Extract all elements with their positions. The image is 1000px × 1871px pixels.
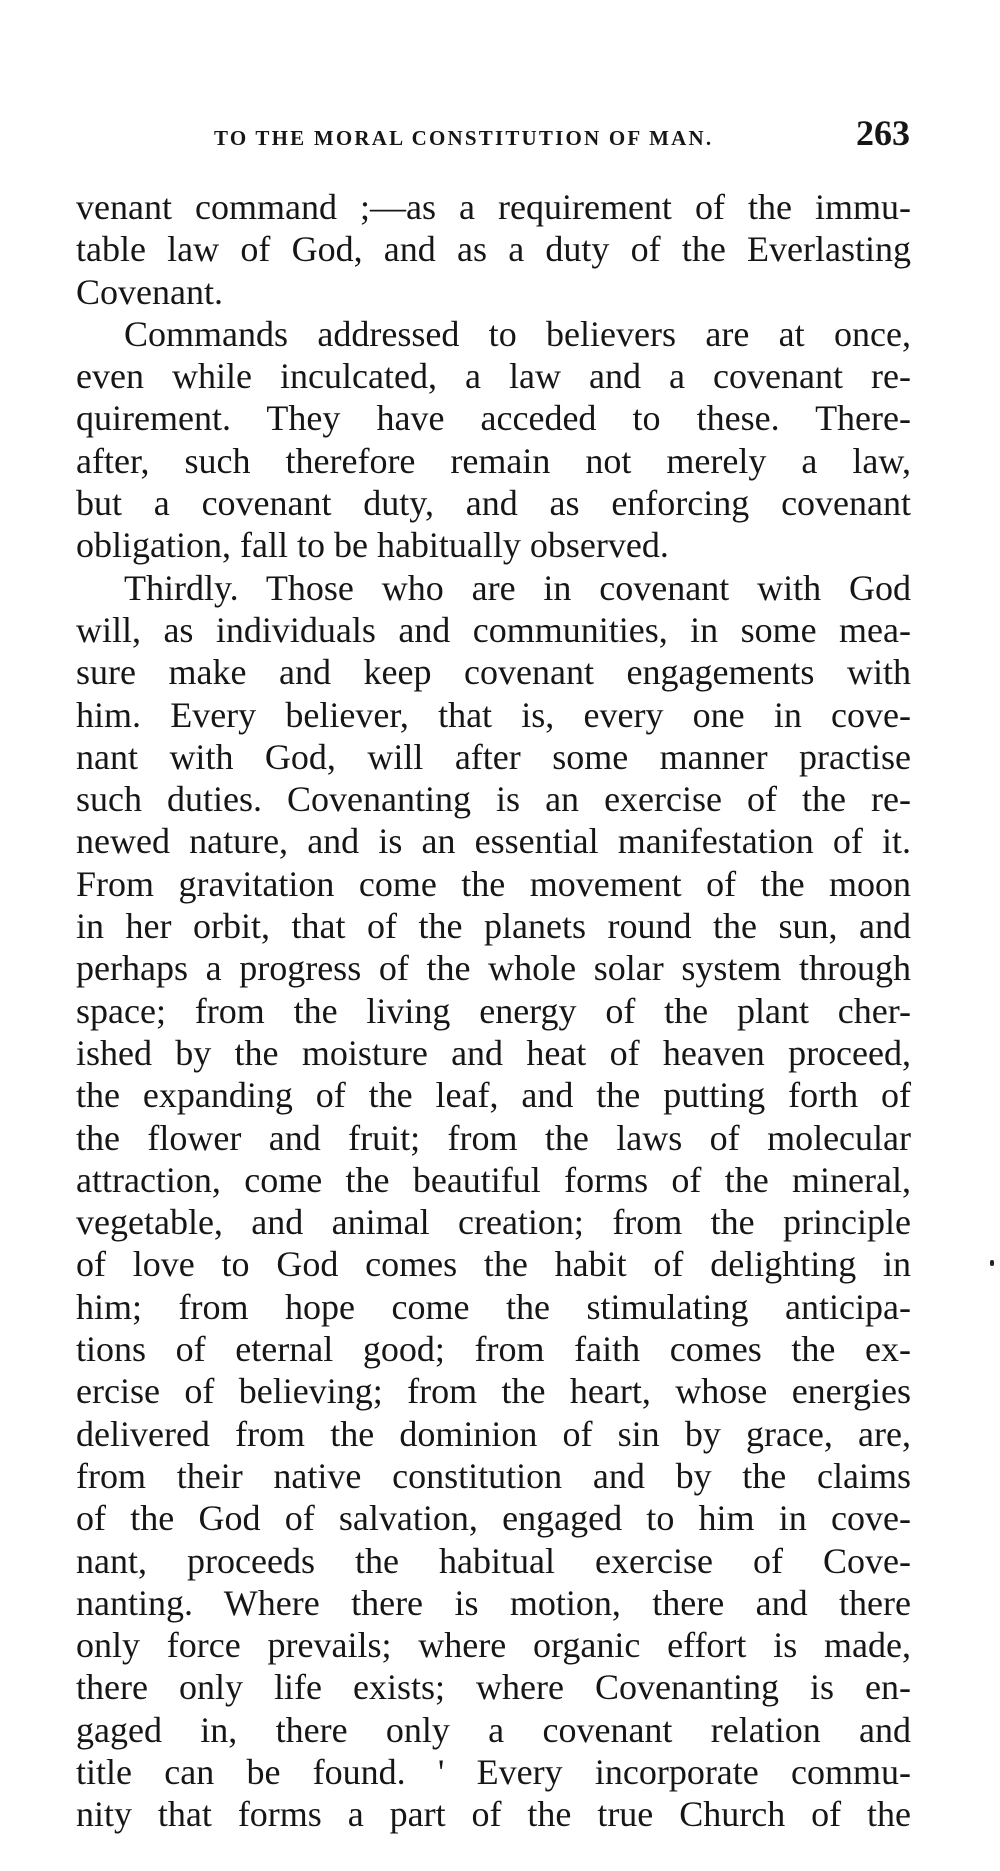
text-line: ercise of believing; from the heart, whose energies	[76, 1371, 911, 1412]
text-line: perhaps a progress of the whole solar system through	[76, 948, 911, 989]
text-line: tions of eternal good; from faith comes the ex-	[76, 1329, 911, 1370]
text-line: delivered from the dominion of sin by grace, are,	[76, 1413, 911, 1454]
text-line: after, such therefore remain not merely a law,	[76, 440, 911, 481]
text-line: sure make and keep covenant engagements with	[76, 652, 911, 693]
text-line: gaged in, there only a covenant relation and	[76, 1709, 911, 1750]
text-line: Covenant.	[76, 271, 223, 312]
text-line: him. Every believer, that is, every one in cove-	[76, 694, 911, 735]
text-line: ished by the moisture and heat of heaven proceed,	[76, 1032, 911, 1073]
text-line: newed nature, and is an essential manifestation of it.	[76, 821, 911, 862]
text-line: such duties. Covenanting is an exercise of the re-	[76, 779, 911, 820]
text-line: attraction, come the beautiful forms of the mineral,	[76, 1159, 911, 1200]
text-line: table law of God, and as a duty of the Everlasting	[76, 229, 911, 270]
text-line: nanting. Where there is motion, there and there	[76, 1582, 911, 1623]
text-line: vegetable, and animal creation; from the principle	[76, 1202, 911, 1243]
running-head	[214, 112, 914, 162]
text-line: Commands addressed to believers are at once,	[124, 313, 911, 354]
text-line: quirement. They have acceded to these. There-	[76, 398, 911, 439]
text-line: but a covenant duty, and as enforcing covenant	[76, 483, 911, 524]
ink-speck	[990, 1260, 994, 1266]
text-line: the expanding of the leaf, and the putting forth of	[76, 1075, 911, 1116]
text-line: space; from the living energy of the plant cher-	[76, 990, 911, 1031]
running-title: TO THE MORAL CONSTITUTION OF MAN.	[214, 126, 714, 150]
text-line: of the God of salvation, engaged to him in cove-	[76, 1498, 911, 1539]
text-line: even while inculcated, a law and a covenant re-	[76, 356, 911, 397]
text-line: him; from hope come the stimulating anticipa-	[76, 1286, 911, 1327]
text-line: there only life exists; where Covenanting is en-	[76, 1667, 911, 1708]
text-line: from their native constitution and by the claims	[76, 1455, 911, 1496]
text-line: venant command ;—as a requirement of the immu-	[76, 187, 911, 227]
text-line: nity that forms a part of the true Church of the	[76, 1794, 911, 1835]
text-line: nant with God, will after some manner practise	[76, 736, 911, 777]
text-line: obligation, fall to be habitually observed.	[76, 525, 669, 566]
text-line: only force prevails; where organic effort is made,	[76, 1625, 911, 1666]
page-number: 263	[856, 113, 910, 153]
text-line: in her orbit, that of the planets round the sun, and	[76, 906, 911, 947]
text-line: title can be found. ' Every incorporate commu-	[76, 1751, 911, 1792]
text-line: of love to God comes the habit of delighting in	[76, 1244, 911, 1285]
text-line: the flower and fruit; from the laws of molecular	[76, 1117, 911, 1158]
text-line: will, as individuals and communities, in some mea-	[76, 609, 911, 650]
body-text	[76, 186, 911, 1836]
text-line: From gravitation come the movement of the moon	[76, 863, 911, 904]
text-line: nant, proceeds the habitual exercise of Cove-	[76, 1540, 911, 1581]
text-line: Thirdly. Those who are in covenant with God	[124, 567, 911, 608]
